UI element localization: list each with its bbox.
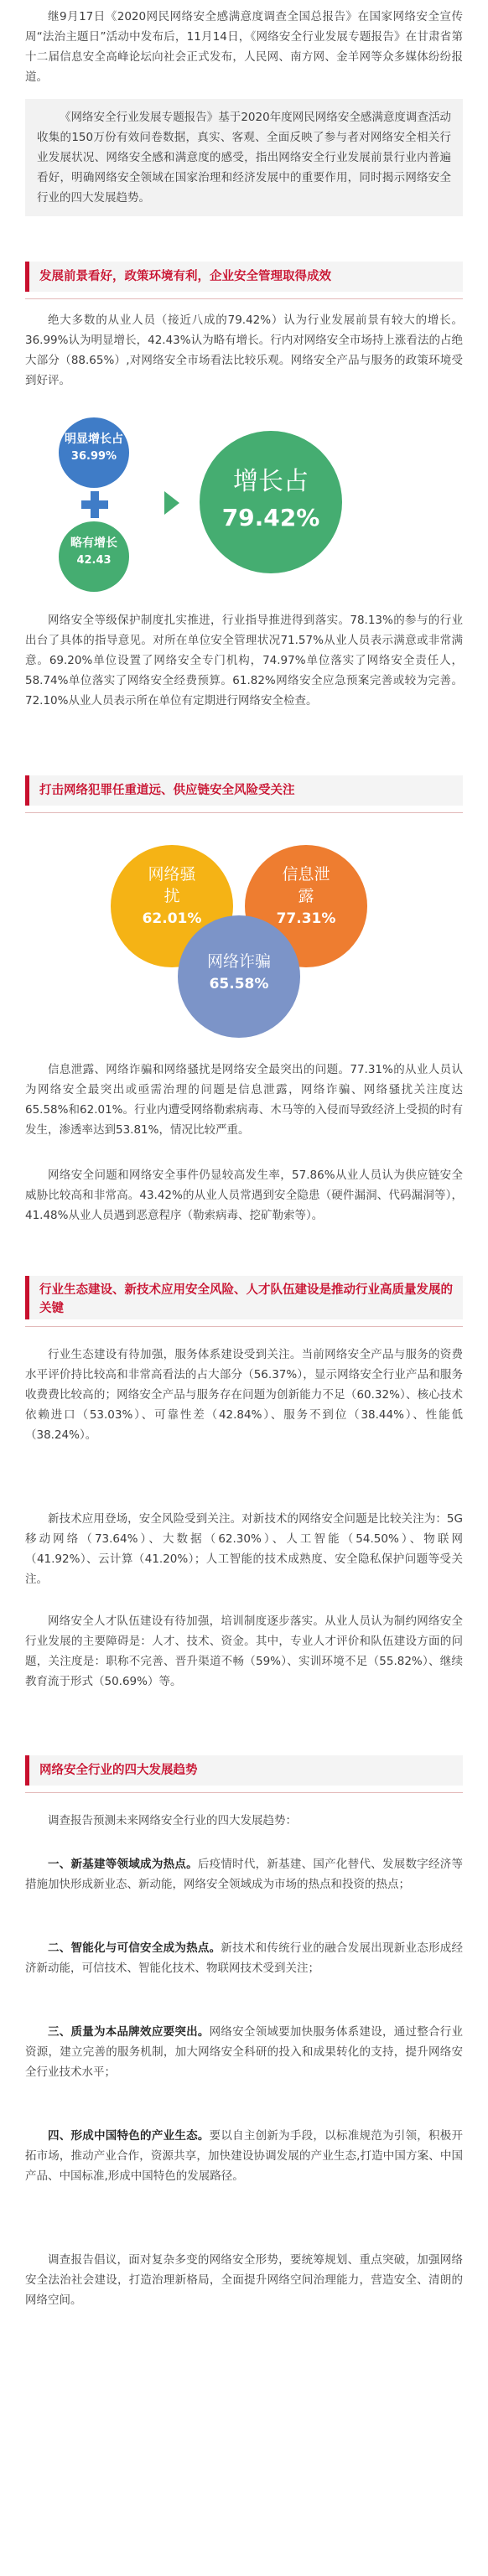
- divider: [25, 812, 463, 813]
- risk-circle-chart: [0, 823, 488, 1033]
- plus-icon: [81, 491, 108, 518]
- trend-1: [25, 1854, 463, 1894]
- trend-1-body: 后疫情时代，新基建、国产化替代、发展数字经济等措施加快形成新业态、新动能，网络安全领域成为市场的热点和投资的热点；: [25, 1858, 464, 1891]
- trends-lead: 调查报告预测未来网络安全行业的四大发展趋势：: [48, 1814, 297, 1827]
- leak-value: 77.31%: [276, 910, 336, 927]
- total-growth-circle: [200, 431, 342, 573]
- intro-paragraph: 继9月17日《2020网民网络安全感满意度调查全国总报告》在国家网络安全宣传周“法治主题日”活动中发布后，11月14日，《网络安全行业发展专题报告》在甘肃省第十二届信息安全高峰论坛向社会正式发布，人民网、南方网、金羊网等众多媒体纷纷报道。: [25, 10, 463, 84]
- fraud-label: 网络诈骗: [206, 952, 271, 971]
- obvious-growth-circle: [59, 417, 129, 488]
- total-growth-value: 79.42%: [221, 504, 320, 531]
- divider: [25, 298, 463, 299]
- harassment-value: 62.01%: [142, 910, 202, 927]
- obvious-growth-label: 明显增长占: [65, 433, 123, 446]
- section-heading-ecosystem: [25, 1276, 463, 1319]
- management-paragraph: 网络安全等级保护制度扎实推进，行业指导推进得到落实。78.13%的参与的行业出台了具体的指导意见。对所在单位安全管理状况71.57%从业人员表示满意或非常满意。69.20%单位设置了网络安全专门机构，74.97%单位落实了网络安全责任人，58.74%单位落实了网络安全经费预算。61.82%网络安全应急预案完善或较为完善。72.10%从业人员表示所在单位有定期进行网络安全检查。: [25, 614, 463, 707]
- fraud-circle: [178, 915, 300, 1038]
- arrow-icon: [164, 491, 179, 515]
- leak-label: 信息泄露: [282, 865, 330, 905]
- section-title: 行业生态建设、新技术应用安全风险、人才队伍建设是推动行业高质量发展的关键: [39, 1283, 453, 1315]
- divider: [25, 1792, 463, 1793]
- trend-2-body: 新技术和传统行业的融合发展出现新业态形成经济新动能，可信技术、智能化技术、物联网技术受到关注；: [25, 1941, 464, 1975]
- prospects-paragraph: 绝大多数的从业人员（接近八成的79.42%）认为行业发展前景有较大的增长。36.99%认为明显增长，42.43%认为略有增长。行内对网络安全市场持上涨看法的占绝大部分（88.65%）,对网络安全市场看法比较乐观。网络安全产品与服务的政策环境受到好评。: [25, 314, 463, 387]
- total-growth-label: 增长占: [233, 467, 309, 496]
- harassment-label: 网络骚扰: [148, 865, 196, 905]
- divider: [25, 1326, 463, 1327]
- trend-1-heading: 一、新基建等领域成为热点。: [48, 1858, 198, 1871]
- trend-3-heading: 三、质量为本品牌效应要突出。: [48, 2025, 210, 2039]
- new-tech-paragraph: 新技术应用登场，安全风险受到关注。对新技术的网络安全问题是比较关注为：5G移动网络（73.64%）、大数据（62.30%）、人工智能（54.50%）、物联网（41.92%）、云计算（41.20%）；人工智能的技术成熟度、安全隐私保护问题等受关注。: [25, 1512, 463, 1586]
- trend-4: [25, 2126, 463, 2186]
- trend-4-heading: 四、形成中国特色的产业生态。: [48, 2129, 210, 2143]
- section-heading-cybercrime: [25, 775, 463, 806]
- obvious-growth-value: 36.99%: [70, 450, 117, 463]
- trend-4-body: 要以自主创新为手段，以标准规范为引领，积极开拓市场，推动产业合作，资源共享，加快建设协调发展的产业生态,打造中国方案、中国产品、中国标准,形成中国特色的发展路径。: [25, 2129, 464, 2183]
- trend-3-body: 网络安全领域要加快服务体系建设，通过整合行业资源，建立完善的服务机制，加大网络安全科研的投入和成果转化的支持，提升网络安全行业技术水平；: [25, 2025, 464, 2079]
- section-title: 发展前景看好，政策环境有利，企业安全管理取得成效: [39, 270, 331, 283]
- trend-2-heading: 二、智能化与可信安全成为热点。: [48, 1941, 221, 1955]
- trend-2: [25, 1938, 463, 1978]
- supply-chain-paragraph: 网络安全问题和网络安全事件仍显较高发生率，57.86%从业人员认为供应链安全威胁比较高和非常高。43.42%的从业人员常遇到安全隐患（硬件漏洞、代码漏洞等），41.48%从业人员遇到恶意程序（勒索病毒、挖矿勒索等）。: [25, 1169, 463, 1222]
- slight-growth-label: 略有增长: [70, 536, 117, 550]
- slight-growth-circle: [59, 521, 129, 592]
- fraud-value: 65.58%: [209, 976, 269, 993]
- trend-3: [25, 2022, 463, 2082]
- ecosystem-paragraph: 行业生态建设有待加强，服务体系建设受到关注。当前网络安全产品与服务的资费水平评价持比较高和非常高看法的占大部分（56.37%），显示网络安全行业产品和服务收费费比较高的；网络安全产品与服务存在问题为创新能力不足（60.32%）、核心技术依赖进口（53.03%）、可靠性差（42.84%）、服务不到位（38.44%）、性能低（38.24%）。: [25, 1348, 463, 1442]
- talent-paragraph: 网络安全人才队伍建设有待加强，培训制度逐步落实。从业人员认为制约网络安全行业发展的主要障碍是：人才、技术、资金。其中，专业人才评价和队伍建设方面的问题，关注度是：职称不完善、晋升渠道不畅（59%）、实训环境不足（55.82%）、继续教育流于形式（50.69%）等。: [25, 1615, 463, 1688]
- summary-box: 《网络安全行业发展专题报告》基于2020年度网民网络安全感满意度调查活动收集的150万份有效问卷数据，真实、客观、全面反映了参与者对网络安全相关行业发展状况、网络安全感和满意度的感受，指出网络安全行业发展前景行业内普遍看好，明确网络安全领域在国家治理和经济发展中的重要作用，同时揭示网络安全行业的四大发展趋势。: [25, 99, 463, 216]
- closing-paragraph: 调查报告倡议，面对复杂多变的网络安全形势，要统筹规划、重点突破，加强网络安全法治社会建设，打造治理新格局，全面提升网络空间治理能力，营造安全、清朗的网络空间。: [25, 2253, 463, 2307]
- section-title: 网络安全行业的四大发展趋势: [39, 1764, 198, 1777]
- section-title: 打击网络犯罪任重道远、供应链安全风险受关注: [39, 784, 295, 797]
- growth-circle-chart: [0, 407, 488, 575]
- threats-paragraph: 信息泄露、网络诈骗和网络骚扰是网络安全最突出的问题。77.31%的从业人员认为网络安全最突出或亟需治理的问题是信息泄露，网络诈骗、网络骚扰关注度达65.58%和62.01%。行业内遭受网络勒索病毒、木马等的入侵而导致经济上受损的时有发生，渗透率达到53.81%，情况比较严重。: [25, 1063, 463, 1137]
- section-heading-prospects: [25, 262, 463, 292]
- slight-growth-value: 42.43: [76, 554, 112, 567]
- section-heading-trends: [25, 1755, 463, 1786]
